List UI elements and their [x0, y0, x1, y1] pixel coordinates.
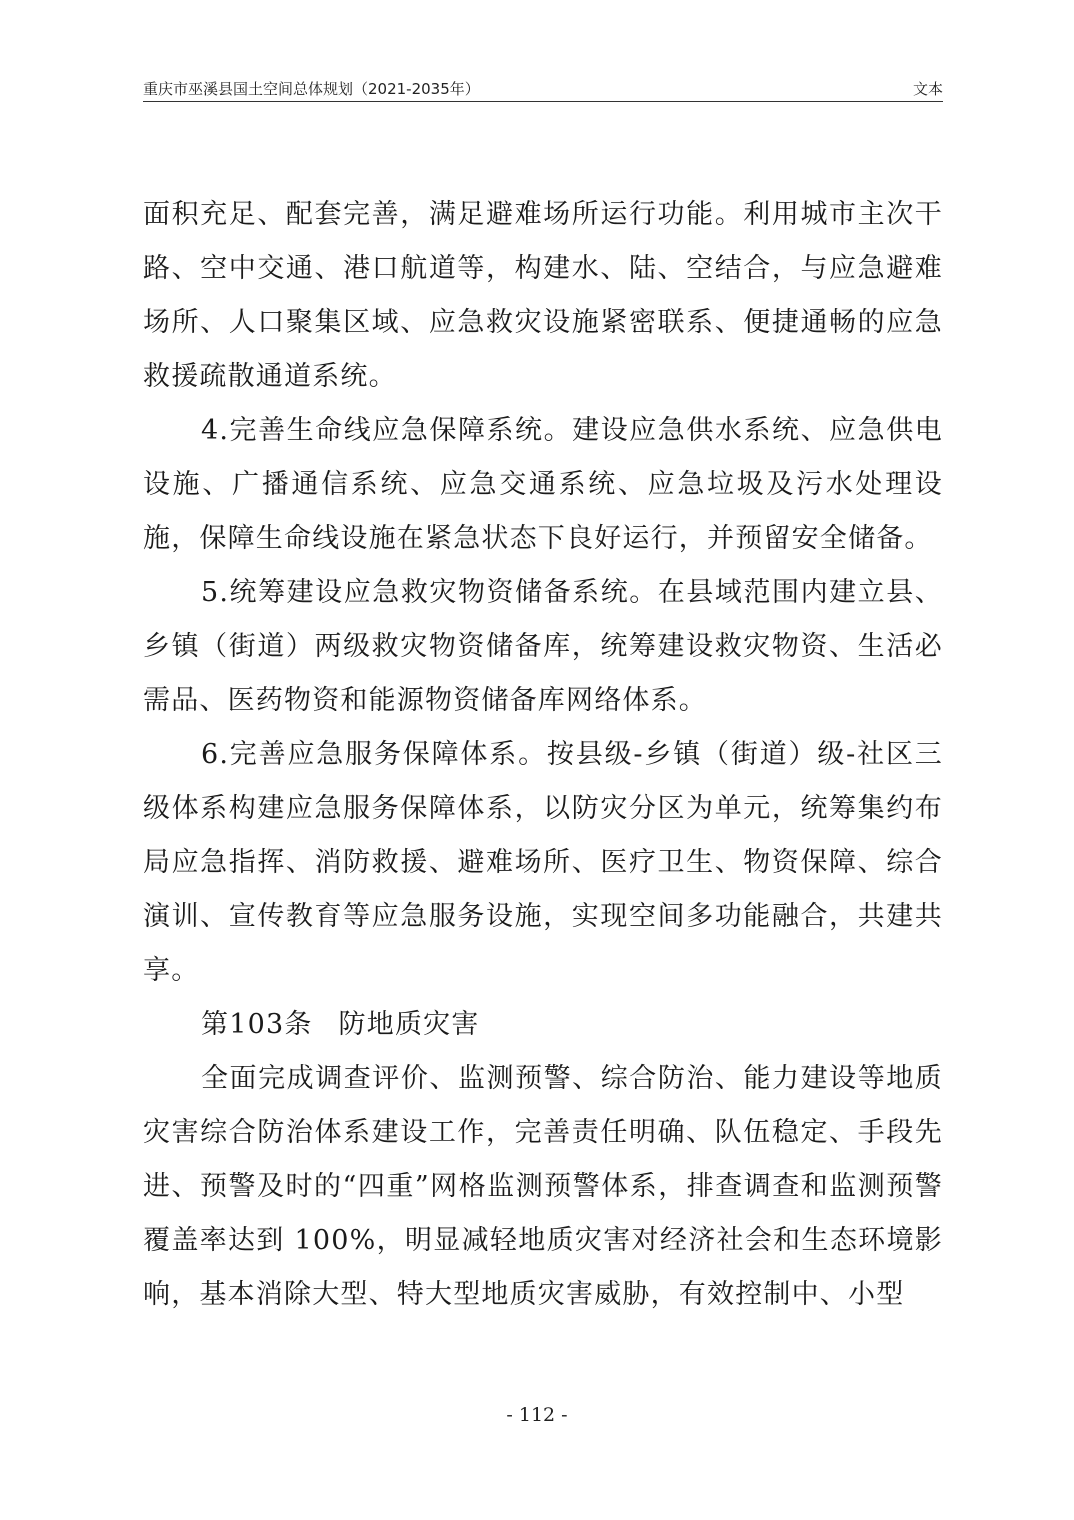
article-number: 第103条: [201, 1009, 313, 1040]
paragraph-item-5: 5.统筹建设应急救灾物资储备系统。在县域范围内建立县、乡镇（街道）两级救灾物资储备库，统筹建设救灾物资、生活必需品、医药物资和能源物资储备库网络体系。: [143, 577, 943, 716]
header-divider: [143, 101, 943, 102]
page-header: [143, 78, 943, 100]
paragraph-continuation: 面积充足、配套完善，满足避难场所运行功能。利用城市主次干路、空中交通、港口航道等，构建水、陆、空结合，与应急避难场所、人口聚集区域、应急救灾设施紧密联系、便捷通畅的应急救援疏散通道系统。: [143, 199, 943, 392]
article-heading: [143, 998, 943, 1052]
article-title: 防地质灾害: [338, 1009, 480, 1040]
section-label: 文本: [912, 80, 943, 98]
document-body: [143, 188, 943, 1322]
paragraph-item-4: 4.完善生命线应急保障系统。建设应急供水系统、应急供电设施、广播通信系统、应急交通系统、应急垃圾及污水处理设施，保障生命线设施在紧急状态下良好运行，并预留安全储备。: [143, 415, 943, 554]
paragraph-item-6: 6.完善应急服务保障体系。按县级-乡镇（街道）级-社区三级体系构建应急服务保障体系，以防灾分区为单元，统筹集约布局应急指挥、消防救援、避难场所、医疗卫生、物资保障、综合演训、宣传教育等应急服务设施，实现空间多功能融合，共建共享。: [143, 739, 943, 986]
page-number: - 112 -: [506, 1404, 568, 1426]
document-title: 重庆市巫溪县国土空间总体规划（2021-2035年）: [143, 80, 480, 98]
paragraph-geohazard: 全面完成调查评价、监测预警、综合防治、能力建设等地质灾害综合防治体系建设工作，完善责任明确、队伍稳定、手段先进、预警及时的“四重”网格监测预警体系，排查调查和监测预警覆盖率达到 100%，明显减轻地质灾害对经济社会和生态环境影响，基本消除大型、特大型地质灾害威胁，有效控制中、小型: [143, 1063, 943, 1310]
